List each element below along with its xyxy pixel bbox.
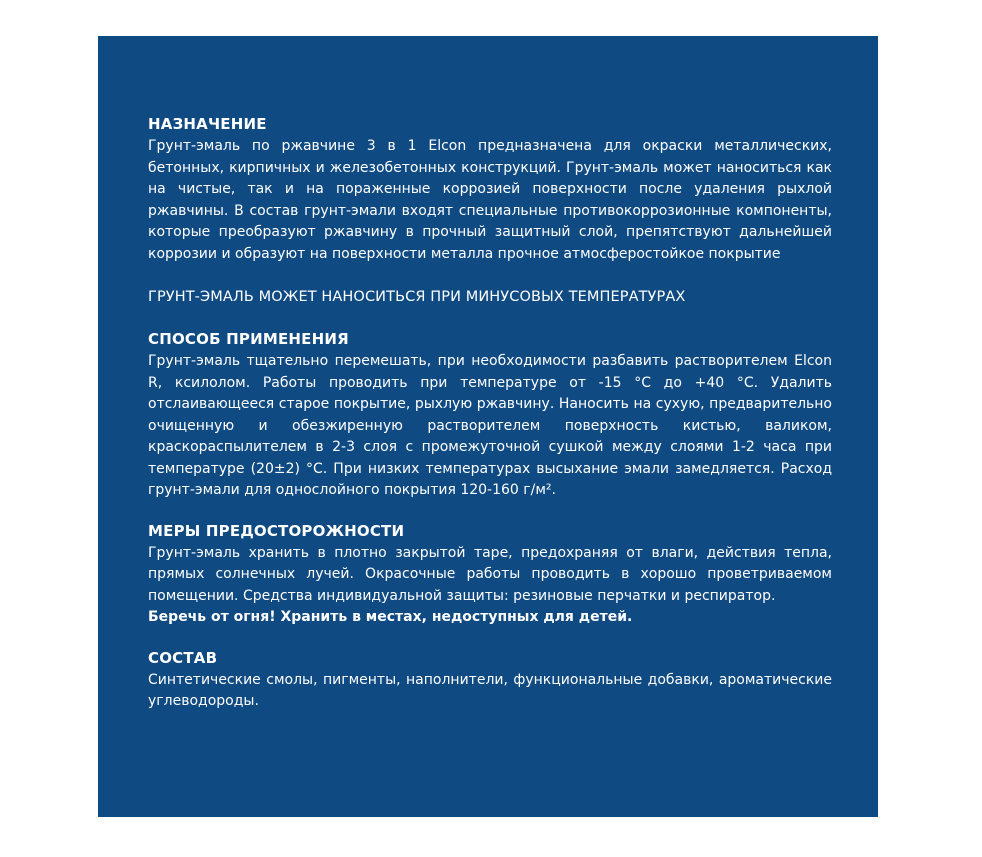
precautions-text: Грунт-эмаль хранить в плотно закрытой таре, предохраняя от влаги, действия тепла, прямых солнечных лучей. Окрасочные работы проводить в хорошо проветриваемом помещении. Средства индивидуальной защиты: резиновые перчатки и респиратор. — [148, 544, 832, 604]
precautions-heading: МЕРЫ ПРЕДОСТОРОЖНОСТИ — [148, 521, 405, 540]
application-heading: СПОСОБ ПРИМЕНЕНИЯ — [148, 330, 349, 348]
precautions-warning: Беречь от огня! Хранить в местах, недоступных для детей. — [148, 609, 633, 625]
purpose-text: Грунт-эмаль по ржавчине 3 в 1 Elcon предназначена для окраски металлических, бетонных, кирпичных и железобетонных конструкций. Грунт-эмаль может наноситься как на чистые, так и на пораженные коррозией поверхности после удаления рыхлой ржавчины. В состав грунт-эмали входят специальные противокоррозионные компоненты, которые преобразуют ржавчину в прочный защитный слой, препятствуют дальнейшей коррозии и образуют на поверхности металла прочное атмосферостойкое покрытие — [148, 138, 832, 262]
panel-content — [148, 114, 832, 713]
callout-text: ГРУНТ-ЭМАЛЬ МОЖЕТ НАНОСИТЬСЯ ПРИ МИНУСОВЫХ ТЕМПЕРАТУРАХ — [148, 289, 686, 305]
composition-text: Синтетические смолы, пигменты, наполнители, функциональные добавки, ароматические углеводороды. — [148, 671, 832, 709]
purpose-heading: НАЗНАЧЕНИЕ — [148, 115, 267, 133]
info-panel — [98, 36, 878, 817]
composition-heading: СОСТАВ — [148, 648, 218, 667]
application-text: Грунт-эмаль тщательно перемешать, при необходимости разбавить растворителем Elcon R, ксилолом. Работы проводить при температуре от -15 °С до +40 °С. Удалить отслаивающееся старое покрытие, рыхлую ржавчину. Наносить на сухую, предварительно очищенную и обезжиренную растворителем поверхность кистью, валиком, краскораспылителем в 2-3 слоя с промежуточной сушкой между слоями 1-2 часа при температуре (20±2) °С. При низких температурах высыхание эмали замедляется. Расход грунт-эмали для однослойного покрытия 120-160 г/м². — [148, 353, 832, 498]
